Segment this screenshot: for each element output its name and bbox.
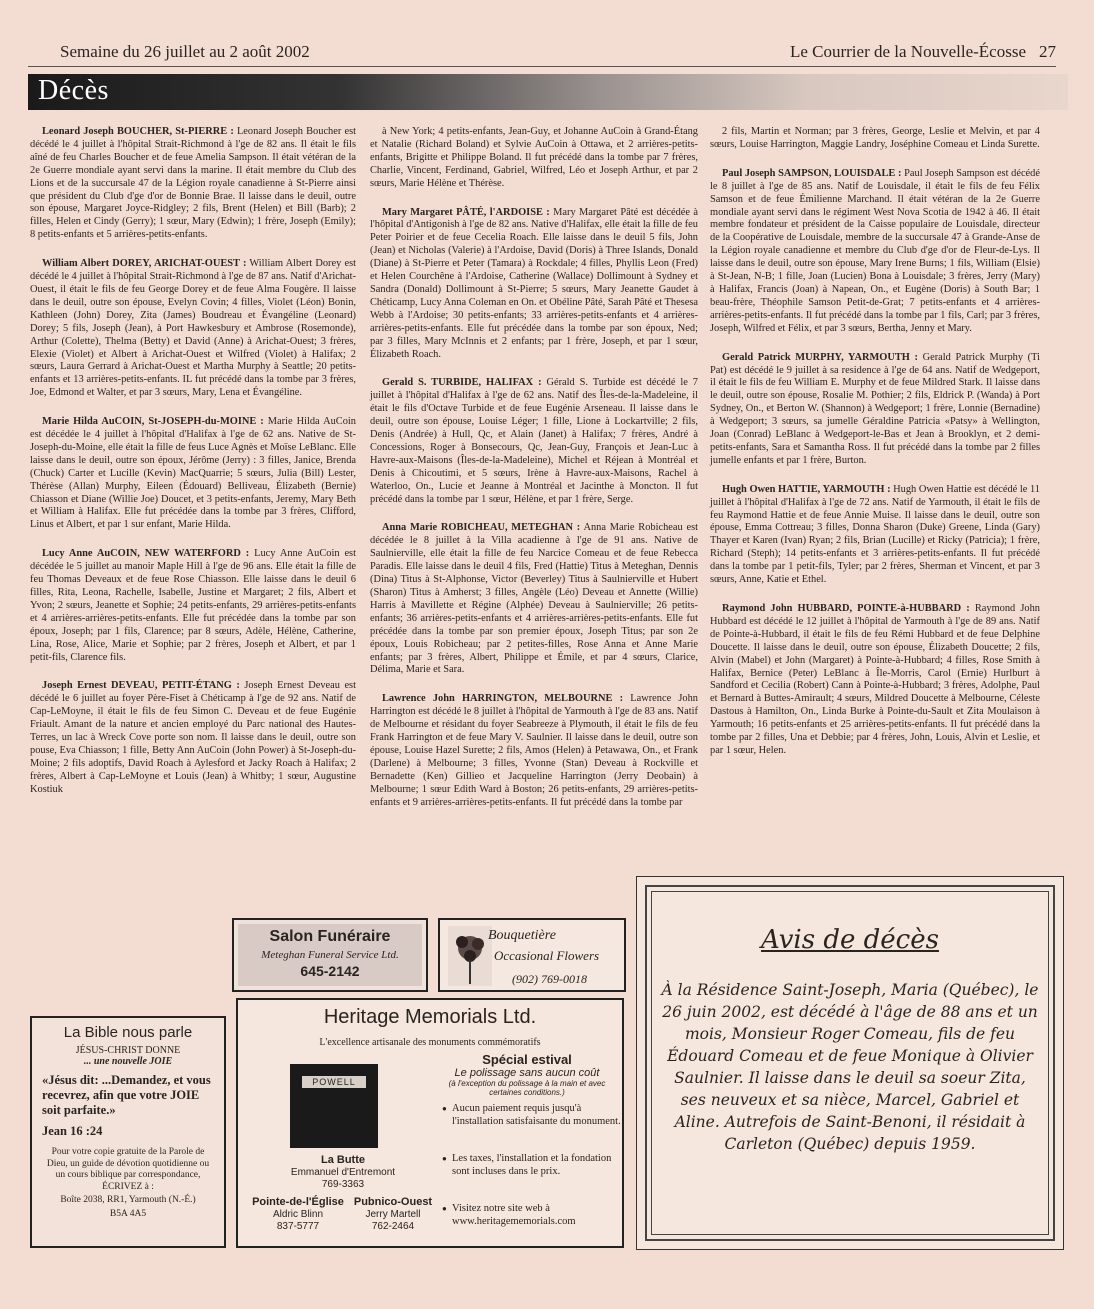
salon-funeraire-ad xyxy=(232,918,428,992)
obituary-text: William Albert Dorey est décédé le 4 juillet à l'hôpital Strait-Richmond à l'ge de 87 ans. Natif d'Arichat-Ouest, il était le fils de feu George Dorey et de feue Alma Fougère. Il laisse dans le deuil, outre son épouse, Evelyn Covin; 4 filles, Violet (Léon) Bonin, Kathleen (John) Dorey, Zita (James) Boudreau et Évangéline (Leonard) Dorey; 5 fils, Joseph (Jean), à Port Hawkesbury et Ambrose (Rosemonde), Arthur (Colette), Thelma (Betty) et David (Anne) à Arichat-Ouest; 3 frères, Elexie (Violet) et Albert à Arichat-Ouest et Wilfred (Violet) à Halifax; 2 sœurs, Laura Gerrard à Arichat-Ouest et Martha Murphy à Seattle; 20 petits-enfants et 13 arrières-petits-enfants. IL fut précédé dans la tombe par 3 frères, Joe, Edmond et Walter, et par 3 sœurs, Mary, Lena et Évangéline. xyxy=(30,258,356,399)
obituary-text: Lucy Anne AuCoin est décédée le 5 juillet au manoir Maple Hill à l'ge de 96 ans. Elle était la fille de feu Thomas Deveaux et de feue Rose Chiasson. Elle laisse dans le deuil 6 filles, Rita, Leona, Rachelle, Isabelle, Justine et Margaret; 2 fils, Albert et Yvon; 2 sœurs, Jeanette et Sophie; 24 petits-enfants, 29 arrières-petits-enfants et 4 arrières-arrières-petits-enfants. Elle fut précédée dans la tombe par son époux, Joseph; par 1 fils, Clarence; par 8 sœurs, Adèle, Hélène, Catherine, Lina, Rose, Alice, Marie et Sophie; par 2 frères, Joseph et Albert, et par 1 petit-fils, Clarence fils. xyxy=(30,548,356,663)
loc1-name: Emmanuel d'Entremont xyxy=(290,1167,396,1178)
obituary-name: Paul Joseph SAMPSON, LOUISDALE : xyxy=(722,167,902,179)
obituary-text: Marie Hilda AuCoin est décédée le 4 juillet à l'hôpital d'Halifax à l'ge de 62 ans. Native de St-Joseph-du-Moine, elle était la fille de feus Luce Agnès et Moïse LeBlanc. Elle laisse dans le deuil, outre son époux, Jérôme (Jerry) : 3 filles, Janice, Brenda (Chuck) Carter et Lucille (Kevin) MacQuarrie; 5 sœurs, Julia (Bill) Lester, Thérèse (Allan) Murphy, Eileen (Édouard) Belliveau, Élizabeth (Bernie) Chiasson et Diane (Willie Joe) Doucet, et 3 petits-enfants, Jeremy, Mary Beth et William à Halifax. Elle fut précédée dans la tombe par 3 frères, Clifford, Linus et Albert, et par 1 sur enfant, Marie Hilda. xyxy=(30,416,356,531)
section-title: Décès xyxy=(38,75,109,106)
header-rule xyxy=(28,66,1056,67)
obituary-name: Lawrence John HARRINGTON, MELBOURNE : xyxy=(382,693,624,705)
obituary-notice xyxy=(370,126,698,191)
bible-offer: Pour votre copie gratuite de la Parole de Dieu, un guide de dévotion quotidienne ou un cours biblique par correspondance, ÉCRIVEZ à : xyxy=(46,1147,210,1192)
obituary-column-3 xyxy=(710,126,1040,774)
bouquetiere-phone: (902) 769-0018 xyxy=(512,972,587,986)
obituary-name: Gerald Patrick MURPHY, YARMOUTH : xyxy=(722,351,918,363)
obituary-notice xyxy=(30,680,356,796)
obituary-text: Raymond John Hubbard est décédé le 12 juillet à l'hôpital de Yarmouth à l'ge de 89 ans. Natif de Pointe-à-Hubbard, il était le fils de feu Rémi Hubbard et de feue Delphine Doucette. Il laisse dans le deuil, outre son épouse, Élizabeth Doucette; 2 fils, Alvin (Mabel) et John (Margaret) à Pointe-à-Hubbard; 4 filles, Rose Smith à Halifax, Bernice (Peter) LeBlanc à Île-Morris, Carol (Ernie) Hurlburt à Sandford et Cecilia (Robert) Cann à Pointe-à-Hubbard; 3 frères, Adolphe, Paul et Bernard à Buttes-Amirault; 4 sœurs, Mildred Doucette à Melbourne, Céleste Dastous à Hamilton, On., Linda Burke à Pointe-du-Sault et Zita Moulaison à Yarmouth; 16 petits-enfants et 25 arrières-petits-enfants. Il fut précédé dans la tombe par 2 filles, Una et Debbie; par 4 frères, John, Louis, Alvin et Leslie, et par 1 sœur, Helen. xyxy=(710,603,1040,756)
avis-de-deces xyxy=(636,876,1064,1250)
bible-address-2: B5A 4A5 xyxy=(109,1208,147,1219)
obituary-text: Mary Margaret Pâté est décédée à l'hôpital d'Antigonish à l'ge de 82 ans. Native d'Halifax, elle était la fille de feu Peter Poirier et de feue Cecelia Roach. Elle laisse dans le deuil 5 fils, John (Jean) et Nicholas (Valerie) à l'Ardoise, David (Doris) à Three Islands, Donald (Diane) à St-Pierre et Peter (Tamara) à Rockdale; 4 filles, Phyllis Leon (Fred) et Helen Courchêne à l'Ardoise, Catherine (Wallace) Dollimount à Sydney et Sandra (Donald) Dollimount à St-Pierre; 5 sœurs, Mary Jeanette Gaudet à Chéticamp, Lucy Anna Coleman en On. et Obéline Pâté, Sarah Pâté et Thesesa Webb à l'Ardoise; 30 petits-enfants; 33 arrières-petits-enfants et 4 arrières-arrières-petits-enfants. Elle fut précédée dans la tombe par son époux, Ned; par 3 filles, Mary McInnis et 2 enfants; par 1 frère, Joseph, et par 1 sœur, Élizabeth Roach. xyxy=(370,206,698,360)
obituary-name: Lucy Anne AuCOIN, NEW WATERFORD : xyxy=(42,548,250,560)
loc2-phone: 837-5777 xyxy=(276,1221,320,1232)
bible-title: La Bible nous parle xyxy=(63,1024,193,1041)
loc2-name: Aldric Blinn xyxy=(272,1209,324,1220)
obituary-notice xyxy=(710,484,1040,587)
loc1-phone: 769-3363 xyxy=(321,1179,365,1190)
bouquetiere-name: Bouquetière xyxy=(488,928,556,943)
obituary-notice xyxy=(30,126,356,242)
obituary-notice xyxy=(370,693,698,809)
special-subtitle: Le polissage sans aucun coût xyxy=(454,1067,600,1079)
issue-date: Semaine du 26 juillet au 2 août 2002 xyxy=(60,42,310,61)
obituary-text: Paul Joseph Sampson est décédé le 8 juillet à l'ge de 85 ans. Natif de Louisdale, il était le fils de feu Félix Samson et de feue Émilienne Marchand. Il était vétéran de la 2e Guerre mondiale ayant servi dans le régiment West Nova Scotia de 1942 à 46. Il était membre fondateur et président de la Caisse populaire de Louisdale, directeur de la Coopérative de Louisdale, membre de la succursale 47 à Grande-Anse de la Légion royale canadienne et membre du Club d'ge d'or de Fleur-de-Lys. Il laisse dans le deuil, outre son épouse, Mary Irene Burns; 1 fils, William (Elsie) à St-Jean, N-B; 1 fille, Joan (Lucien) Bona à Louisdale; 3 frères, Jerry (Mary) à Halifax, Francis (Joan) à Napean, On., et Eugène (Doris) à South Bar; 1 beau-frère, Théophile Samson Petit-de-Grat; 7 petits-enfants et 4 arrières-arrières-petits-enfants. Il fut précédé dans la tombe par 1 fils, Carl; par 3 frères, Joseph, Wilfred et Félix, et par 3 sœurs, Bertha, Jenny et Mary. xyxy=(710,167,1040,334)
salon-title: Salon Funéraire xyxy=(269,928,391,945)
bible-line1: JÉSUS-CHRIST DONNE xyxy=(75,1045,181,1056)
obituary-notice xyxy=(30,416,356,532)
heritage-bullet-2: ● Les taxes, l'installation et la fondation sont incluses dans le prix. xyxy=(442,1152,622,1178)
obituary-name: Joseph Ernest DEVEAU, PETIT-ÉTANG : xyxy=(42,680,240,692)
obituary-text: Gérald S. Turbide est décédé le 7 juillet à l'hôpital d'Halifax à l'ge de 62 ans. Natif des Îles-de-la-Madeleine, il était le fils d'Octave Turbide et de feue Eugénie Arseneau. Il laisse dans le deuil, outre son épouse, Louise Léger; 1 fille, Lione à Lockartville; 2 fils, Denis (Andrée) à Hull, Qc, et Alain (Janet) à Halifax; 7 frères, André à Concessions, Roger à Bonsecours, Qc, Jean-Guy, François et Jean-Luc à Havre-aux-Maisons (Îles-de-la-Madeleine), Michel et Réjean à Montréal et Denis à Chicoutimi, et 5 sœurs, Irène à Havre-aux-Maisons, Rachel à Waterloo, On., Lucie et Jeanne à Montréal et Jacinthe à Moncton. Il fut précédé dans la tombe par 1 sœur, Hélène, et par 1 frère, Serge. xyxy=(370,377,698,505)
loc1-title: La Butte xyxy=(321,1154,365,1166)
obituary-notice xyxy=(30,548,356,664)
section-banner xyxy=(28,74,1068,110)
special-offer xyxy=(442,1052,612,1097)
obituary-text: Lawrence John Harrington est décédé le 8 juillet à l'hôpital de Yarmouth à l'ge de 83 ans. Natif de Melbourne et résidant du foyer Seabreeze à Plymouth, il était le fils de feu Frank Harrington et de feue Mary V. Saulnier. Il laisse dans le deuil, outre son épouse, Louise Hazel Surette; 2 fils, Amos (Helen) à Petawawa, On., et Frank (Darlene) à Melbourne; 3 filles, Yvonne (Stan) Deveau à Rockville et Bernadette (Ken) Gillieo et Jacqueline Harrington (Jerry Deobain) à Melbourne; 1 sœur Edith Ward à Boston; 26 petits-enfants, 29 arrières-petits-enfants et 9 arrières-arrières-petits-enfants. Il fut précédé dans la tombe par xyxy=(370,693,698,808)
bouquetiere-tagline: Occasional Flowers xyxy=(494,948,600,963)
obituary-text: à New York; 4 petits-enfants, Jean-Guy, et Johanne AuCoin à Grand-Étang et Natalie (Richard Boland) et Sylvie AuCoin à Ottawa, et 2 arrières-petits-enfants, Brigitte et Philippe Boland. Il fut précédé dans la tombe par 7 frères, Charlie, Vincent, Ferdinand, Gabriel, Wilfred, Léo et Joseph Arthur, et par 2 sœurs, Marie Hélène et Thérèse. xyxy=(370,126,698,189)
heritage-bullet-1: ● Aucun paiement requis jusqu'à l'installation satisfaisante du monument. xyxy=(442,1102,622,1128)
headstone-name: POWELL xyxy=(302,1076,366,1088)
page-header xyxy=(60,40,1056,66)
obituary-text: Gerald Patrick Murphy (Ti Pat) est décédé le 9 juillet à sa residence à l'ge de 64 ans. Natif de Wedgeport, il était le fils de feu William E. Murphy et de feue Mildred Stark. Il laisse dans le deuil, outre son épouse, Rosalie M. Pothier; 2 fils, Eldrick P. (Wanda) à Port Sydney, On., et Berton W. (Shannon) à Wedgeport; 1 frère, Lonnie (Bernadine) à Wedgeport; 3 sœurs, sa jumelle Géraldine Patricia «Patsy» à Wellington, Joan (Conrad) LeBlanc à Wedgeport-le-Bas et Jean à Brooklyn, et 2 demi-petits-enfants, Sara et Samantha Ross. Il fut précédé dans la tombe par 2 filles jumelle enfants et par 1 frère, Burton. xyxy=(710,351,1040,466)
obituary-notice xyxy=(370,377,698,506)
obituary-notice xyxy=(370,207,698,362)
location-la-butte xyxy=(278,1154,408,1191)
obituary-name: Marie Hilda AuCOIN, St-JOSEPH-du-MOINE : xyxy=(42,416,264,428)
obituary-text: Joseph Ernest Deveau est décédé le 6 juillet au foyer Père-Fiset à Chéticamp à l'ge de 92 ans. Natif de Cap-LeMoyne, il était le fils de feu Simon C. Deveau et de feue Eugénie Friault. Amant de la nature et ancien employé du Parc national des Hautes-Terres, un lac à Wreck Cove porte son nom. Il laisse dans le deuil, outre son pouse, Eva Chiasson; 1 fille, Betty Ann AuCoin (John Power) à St-Joseph-du-Moine; 2 fils adoptifs, David Roach à Aylesford et Jacky Roach à Halifax; 2 frères, Albert à Cap-LeMoyne et Louis (Jean) à Whitby; 1 sœur, Augustine Kostiuk xyxy=(30,680,356,795)
page-number: 27 xyxy=(1039,42,1056,61)
obituary-name: Gerald S. TURBIDE, HALIFAX : xyxy=(382,377,542,389)
special-title: Spécial estival xyxy=(482,1052,572,1067)
obituary-column-1 xyxy=(30,126,356,813)
newspaper-name: Le Courrier de la Nouvelle-Écosse xyxy=(789,42,1026,61)
loc3-name: Jerry Martell xyxy=(365,1209,421,1220)
location-pointe-de-leglise xyxy=(246,1196,350,1233)
obituary-text: 2 fils, Martin et Norman; par 3 frères, George, Leslie et Melvin, et par 4 sœurs, Louise Harrington, Maggie Landry, Joséphine Comeau et Linda Surette. xyxy=(710,126,1040,150)
obituary-notice xyxy=(370,522,698,677)
obituary-notice xyxy=(710,126,1040,152)
obituary-notice xyxy=(710,603,1040,758)
obituary-notice xyxy=(710,168,1040,336)
avis-title: Avis de décès xyxy=(761,925,939,955)
obituary-name: Raymond John HUBBARD, POINTE-à-HUBBARD : xyxy=(722,603,970,614)
obituary-notice xyxy=(30,258,356,400)
salon-phone: 645-2142 xyxy=(300,963,360,979)
heritage-memorials-ad xyxy=(236,998,624,1248)
bible-address-1: Boîte 2038, RR1, Yarmouth (N.-É.) xyxy=(60,1195,196,1205)
loc3-title: Pubnico-Ouest xyxy=(353,1196,433,1208)
obituary-name: Mary Margaret PÂTÉ, l'ARDOISE : xyxy=(382,206,550,218)
heritage-subtitle: L'excellence artisanale des monuments commémoratifs xyxy=(319,1037,541,1048)
bouquetiere-ad xyxy=(438,918,626,992)
bible-ad xyxy=(30,1016,226,1248)
obituary-text: Anna Marie Robicheau est décédée le 8 juillet à la Villa acadienne à l'ge de 91 ans. Native de Saulnierville, elle était la fille de feu Narcice Comeau et de feue Rebecca Paradis. Elle laisse dans le deuil 4 fils, Fred (Hattie) Titus à Meteghan, Dennis (Dina) Titus à St-Alphonse, Victor (Beverley) Titus à Saulnierville et Hubert (Sharon) Titus à Amherst; 3 filles, Angèle (Léo) Deveau et Annette (Willie) Harris à Mavillette et Régine (Alphée) Deveau à Saulnierville; 26 petits-enfants; 36 arrières-petits-enfants et 4 arrières-arrières-petits-enfants. Elle fut précédée dans la tombe par son premier époux, Joseph Titus; par son 2e époux, Louis Robicheau; par 2 petites-filles, Rose Anna et Anne Marie enfants; par 3 frères, Albert, Philippe et Émile, et par 4 sœurs, Clarice, Délima, Marie et Sara. xyxy=(370,522,698,676)
bible-line2: ... une nouvelle JOIE xyxy=(83,1056,173,1067)
bible-quote: «Jésus dit: ...Demandez, et vous recevrez, afin que votre JOIE soit parfaite.» xyxy=(42,1073,211,1117)
obituary-name: William Albert DOREY, ARICHAT-OUEST : xyxy=(42,258,247,270)
obituary-text: Leonard Joseph Boucher est décédé le 4 juillet à l'hôpital Strait-Richmond à l'ge de 82 ans. Il était le fils aîné de feu Charles Boucher et de feue Amelia Sampson. Il était vétéran de la 2e Guerre mondiale ayant servi dans la marine. Il était membre du Club des Lions et de la succursale 47 de la Légion royale canadienne à St-Pierre ainsi que président du Club d'ge d'or de Bonnie Brae. Il laisse dans le deuil, outre son épouse, Margaret Joyce-Ridgley; 2 fils, Brent (Helen) et Bill (Barb); 2 filles, Helen et Cindy (Gerry); 1 sœur, Mary (Edwin); 1 frère, Joseph (Emily); 8 petits-enfants et 5 arrières-petits-enfants. xyxy=(30,126,357,241)
heritage-bullet-3: ● Visitez notre site web à www.heritagememorials.com xyxy=(442,1202,622,1228)
obituary-name: Leonard Joseph BOUCHER, St-PIERRE : xyxy=(42,126,234,137)
loc3-phone: 762-2464 xyxy=(371,1221,415,1232)
heritage-title: Heritage Memorials Ltd. xyxy=(323,1006,537,1028)
obituary-notice xyxy=(710,352,1040,468)
obituary-text: Hugh Owen Hattie est décédé le 11 juillet à l'hôpital d'Halifax à l'ge de 72 ans. Natif de Yarmouth, il était le fils de feu Raymond Hattie et de feue Annie Muise. Il laisse dans le deuil, outre son épouse, Emma Cottreau; 3 filles, Donna Sharon (Duke) Greene, Linda (Gary) Thayer et Karen (Ivan) Ryan; 2 fils, Brian (Lucille) et Ricky (Patricia); 1 frère, Richard (Steph); 14 petits-enfants et 3 arrières-petits-enfants. Il fut précédé dans la tombe par 1 petit-fils, Tyler; par 2 frères, Sherman et Vincent, et par 3 sœurs, Anne, Katie et Ethel. xyxy=(710,483,1040,586)
flower-icon xyxy=(448,926,492,986)
obituary-name: Hugh Owen HATTIE, YARMOUTH : xyxy=(722,483,891,495)
obituary-name: Anna Marie ROBICHEAU, METEGHAN : xyxy=(382,522,581,534)
avis-body: À la Résidence Saint-Joseph, Maria (Québec), le 26 juin 2002, est décédé à l'âge de 88 ans et un mois, Monsieur Roger Comeau, fils de feu Édouard Comeau et de feue Monique à Olivier Saulnier. Il laisse dans le deuil sa soeur Zita, ses neuveux et sa nièce, Marcel, Gabriel et Aline. Autrefois de Saint-Benoni, il résidait à Carleton (Québec) depuis 1959. xyxy=(661,981,1039,1153)
special-note: (à l'exception du polissage à la main et avec certaines conditions.) xyxy=(448,1079,606,1097)
loc2-title: Pointe-de-l'Église xyxy=(252,1196,344,1208)
headstone-image xyxy=(290,1064,378,1148)
obituary-column-2 xyxy=(370,126,698,826)
bible-reference: Jean 16 :24 xyxy=(42,1124,103,1138)
location-pubnico-ouest xyxy=(346,1196,440,1233)
salon-subtitle: Meteghan Funeral Service Ltd. xyxy=(261,949,399,961)
